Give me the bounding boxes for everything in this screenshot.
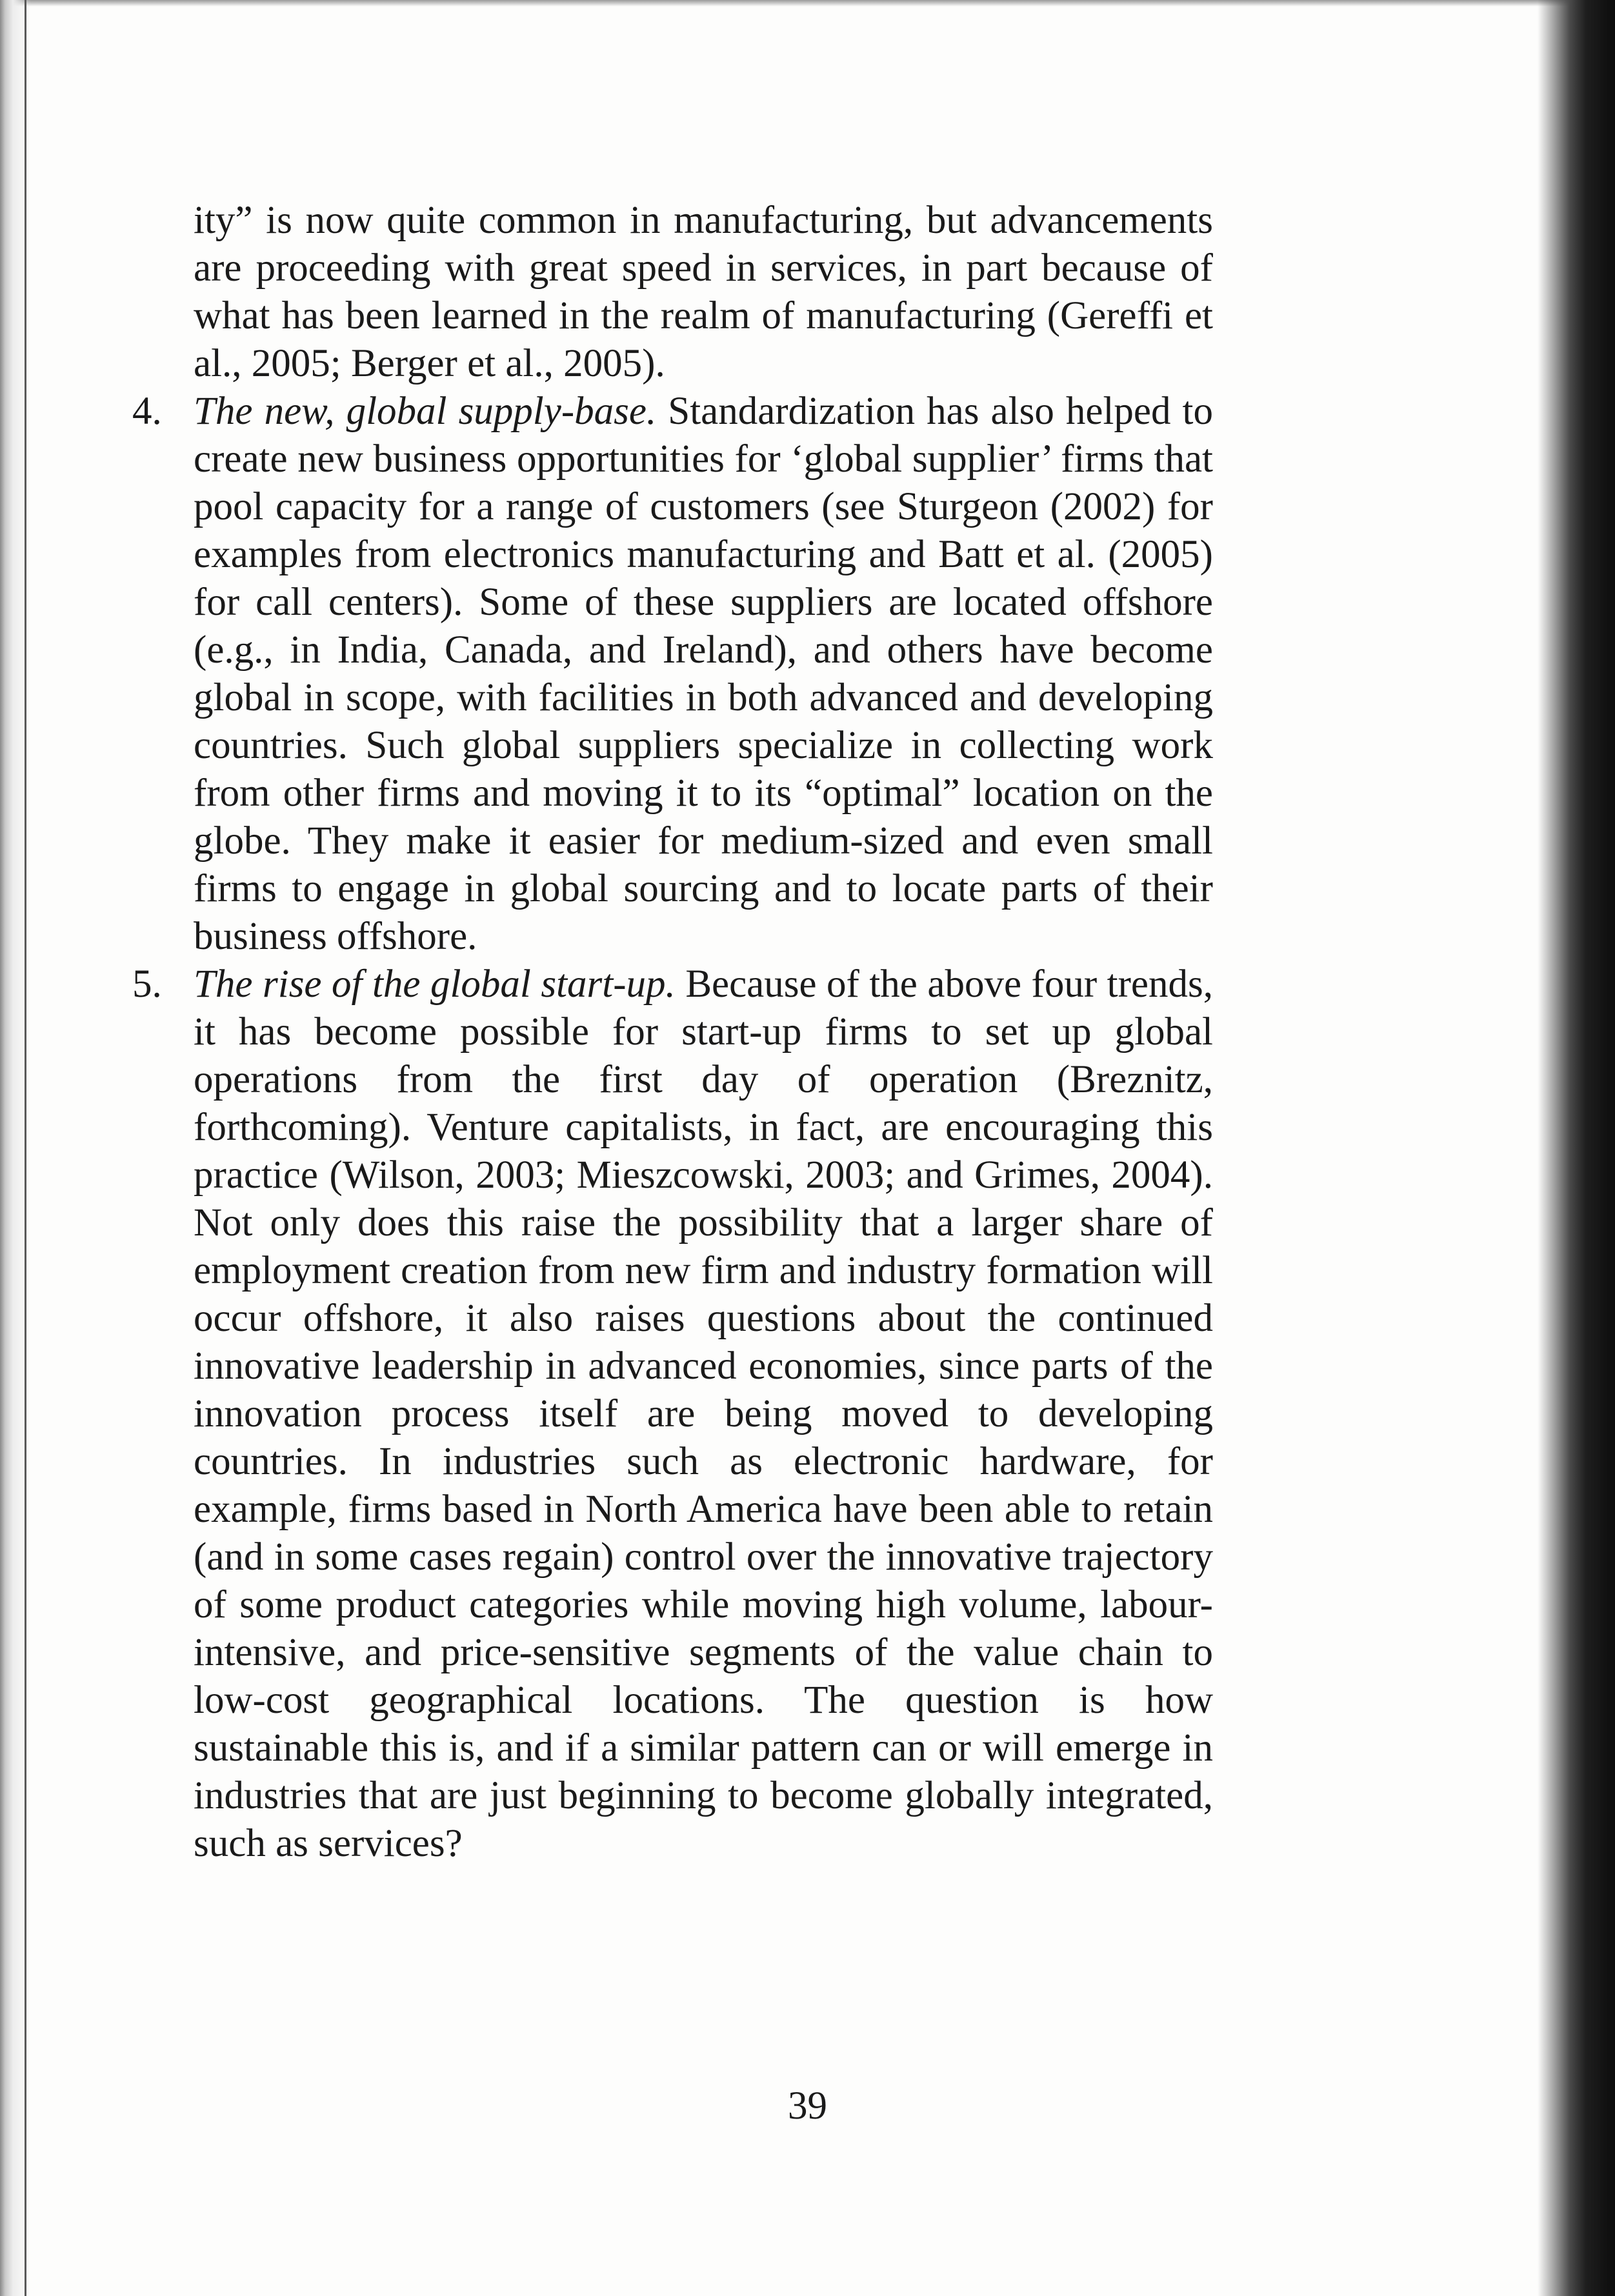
page-binding-line [25,0,26,2296]
list-item-number: 4. [132,390,162,433]
list-item [132,961,1213,1868]
page-number: 39 [788,2084,827,2128]
list-item-body: Standardization has also helped to create new business opportunities for ‘global supplier’ firms that pool capacity for a range of customers (see Sturgeon (2002) for examples from electronics manufacturing and Batt et al. (2005) for call centers). Some of these suppliers are located offshore (e.g., in India, Canada, and Ireland), and others have become global in scope, with facilities in both advanced and developing countries. Such global suppliers specialize in collecting work from other firms and moving it to its “optimal” location on the globe. They make it easier for medium-sized and even small firms to engage in global sourcing and to locate parts of their business offshore. [194,390,1213,958]
list-item [132,388,1213,961]
list-item-number: 5. [132,963,162,1006]
page-body [132,197,1213,1868]
page-right-edge-shadow [1538,0,1615,2296]
list-item-body: Because of the above four trends, it has become possible for start-up firms to set up global operations from the first day of operation (Breznitz, forthcoming). Venture capitalists, in fact, are encouraging this practice (Wilson, 2003; Mieszcowski, 2003; and Grimes, 2004). Not only does this raise the possibility that a larger share of employment creation from new firm and industry formation will occur offshore, it also raises questions about the continued innovative leadership in advanced economies, since parts of the innovation process itself are being moved to developing countries. In industries such as electronic hardware, for example, firms based in North America have been able to retain (and in some cases regain) control over the innovative trajectory of some product categories while moving high volume, labour-intensive, and price-sensitive segments of the value chain to low-cost geographical locations. The question is how sustainable this is, and if a similar pattern can or will emerge in industries that are just beginning to become globally integrated, such as services? [194,963,1213,1865]
page-top-edge [0,0,1615,6]
continuation-paragraph: ity” is now quite common in manufacturing, but advancements are proceeding with great speed in services, in part because of what has been learned in the realm of manufacturing (Gereffi et al., 2005; Berger et al., 2005). [194,199,1213,385]
list-item-title: The rise of the global start-up. [194,963,676,1006]
list-item-title: The new, global supply-base. [194,390,657,433]
